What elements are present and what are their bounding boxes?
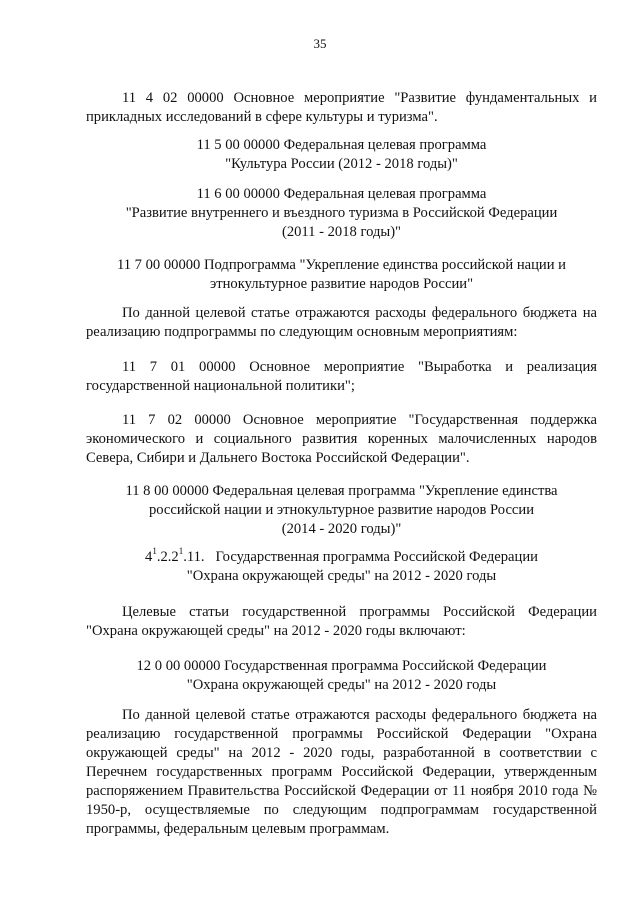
heading-line: "Развитие внутреннего и въездного туризма в Российской Федерации	[125, 205, 558, 221]
heading-11-5	[86, 136, 597, 174]
heading-11-6	[86, 185, 597, 242]
paragraph-target-items: Целевые статьи государственной программы Российской Федерации "Охрана окружающей среды" на 2012 - 2020 годы включают:	[86, 604, 597, 639]
paragraph-12-0-expenses: По данной целевой статье отражаются расходы федерального бюджета на реализацию государственной программы Российской Федерации "Охрана окружающей среды" на 2012 - 2020 годы, разработанной в соответствии с Перечнем государственных программ Российской Федерации, утвержденным распоряжением Правительства Российской Федерации от 11 ноября 2010 года № 1950-р, осуществляемые по следующим подпрограммам государственной программы, федеральным целевым программам.	[86, 707, 597, 837]
section-number: $4^1.2.2^1.11$.	[145, 546, 205, 565]
section-heading-line	[86, 548, 597, 567]
section-title: Государственная программа Российской Федерации	[215, 549, 538, 565]
heading-11-7	[86, 256, 597, 294]
heading-line: российской нации и этнокультурное развитие народов России	[148, 502, 535, 518]
heading-line: "Охрана окружающей среды" на 2012 - 2020 годы	[186, 677, 497, 693]
heading-line: (2011 - 2018 годы)"	[281, 224, 402, 240]
heading-line: 11 8 00 00000 Федеральная целевая программа "Укрепление единства	[125, 483, 558, 499]
paragraph-11-4-02: 11 4 02 00000 Основное мероприятие "Развитие фундаментальных и прикладных исследований в сфере культуры и туризма".	[86, 90, 597, 125]
paragraph-11-7-01: 11 7 01 00000 Основное мероприятие "Выработка и реализация государственной национальной политики";	[86, 359, 597, 394]
paragraph-11-7-02: 11 7 02 00000 Основное мероприятие "Государственная поддержка экономического и социального развития коренных малочисленных народов Севера, Сибири и Дальнего Востока Российской Федерации".	[86, 412, 597, 466]
heading-12-0	[86, 657, 597, 695]
heading-line: "Культура России (2012 - 2018 годы)"	[225, 156, 458, 172]
section-heading-4-2-2-11	[86, 548, 597, 586]
paragraph-11-7-expenses: По данной целевой статье отражаются расходы федерального бюджета на реализацию подпрограммы по следующим основным мероприятиям:	[86, 305, 597, 340]
section-heading-line: "Охрана окружающей среды" на 2012 - 2020 годы	[186, 568, 497, 584]
heading-line: 12 0 00 00000 Государственная программа Российской Федерации	[136, 658, 547, 674]
heading-line: (2014 - 2020 годы)"	[281, 521, 402, 537]
heading-line: 11 5 00 00000 Федеральная целевая программа	[196, 137, 487, 153]
heading-line: этнокультурное развитие народов России"	[209, 276, 474, 292]
page-number: 35	[313, 36, 327, 51]
heading-line: 11 6 00 00000 Федеральная целевая программа	[196, 186, 487, 202]
heading-line: 11 7 00 00000 Подпрограмма "Укрепление единства российской нации и	[116, 257, 566, 273]
heading-11-8	[86, 482, 597, 539]
